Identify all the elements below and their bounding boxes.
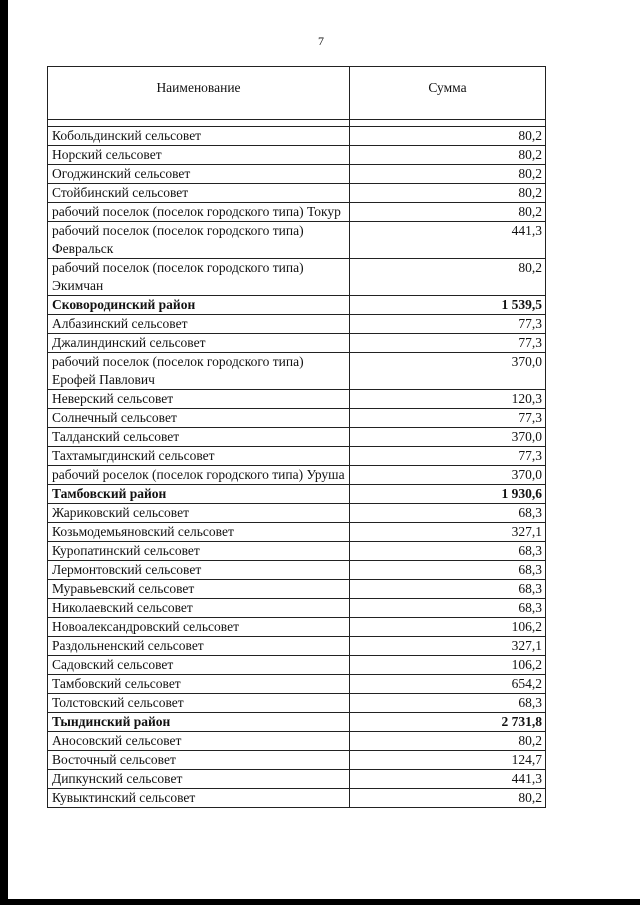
row-name: Тахтамыгдинский сельсовет bbox=[48, 447, 350, 466]
row-name: Толстовский сельсовет bbox=[48, 694, 350, 713]
row-name: Восточный сельсовет bbox=[48, 751, 350, 770]
row-sum: 77,3 bbox=[350, 315, 546, 334]
row-name: Козьмодемьяновский сельсовет bbox=[48, 523, 350, 542]
table-row bbox=[48, 259, 546, 296]
row-name: Норский сельсовет bbox=[48, 146, 350, 165]
row-sum: 370,0 bbox=[350, 466, 546, 485]
table-row bbox=[48, 599, 546, 618]
row-name: Солнечный сельсовет bbox=[48, 409, 350, 428]
table-row bbox=[48, 165, 546, 184]
row-name: Садовский сельсовет bbox=[48, 656, 350, 675]
row-sum: 327,1 bbox=[350, 637, 546, 656]
row-name: Николаевский сельсовет bbox=[48, 599, 350, 618]
row-sum: 68,3 bbox=[350, 504, 546, 523]
row-sum: 68,3 bbox=[350, 542, 546, 561]
row-name: Куропатинский сельсовет bbox=[48, 542, 350, 561]
spacer-row bbox=[48, 120, 546, 127]
row-sum: 80,2 bbox=[350, 127, 546, 146]
row-sum: 77,3 bbox=[350, 447, 546, 466]
row-sum: 80,2 bbox=[350, 259, 546, 296]
row-name: Новоалександровский сельсовет bbox=[48, 618, 350, 637]
row-name: Тамбовский сельсовет bbox=[48, 675, 350, 694]
row-sum: 68,3 bbox=[350, 580, 546, 599]
row-sum: 370,0 bbox=[350, 428, 546, 447]
row-sum: 80,2 bbox=[350, 146, 546, 165]
row-sum: 68,3 bbox=[350, 694, 546, 713]
header-sum: Сумма bbox=[350, 67, 546, 120]
row-sum: 327,1 bbox=[350, 523, 546, 542]
row-sum: 124,7 bbox=[350, 751, 546, 770]
table-row bbox=[48, 656, 546, 675]
row-sum: 80,2 bbox=[350, 184, 546, 203]
row-sum: 441,3 bbox=[350, 770, 546, 789]
table-row bbox=[48, 618, 546, 637]
row-name: рабочий поселок (поселок городского типа) Экимчан bbox=[48, 259, 350, 296]
table-row bbox=[48, 732, 546, 751]
district-name: Тындинский район bbox=[48, 713, 350, 732]
table-row bbox=[48, 466, 546, 485]
district-sum: 1 539,5 bbox=[350, 296, 546, 315]
row-sum: 441,3 bbox=[350, 222, 546, 259]
page-number: 7 bbox=[318, 34, 324, 48]
row-sum: 654,2 bbox=[350, 675, 546, 694]
table-row bbox=[48, 222, 546, 259]
table-row bbox=[48, 675, 546, 694]
district-sum: 1 930,6 bbox=[350, 485, 546, 504]
row-sum: 77,3 bbox=[350, 334, 546, 353]
district-row bbox=[48, 713, 546, 732]
row-name: Аносовский сельсовет bbox=[48, 732, 350, 751]
table-row bbox=[48, 637, 546, 656]
row-name: Лермонтовский сельсовет bbox=[48, 561, 350, 580]
district-row bbox=[48, 485, 546, 504]
row-name: Муравьевский сельсовет bbox=[48, 580, 350, 599]
row-name: рабочий поселок (поселок городского типа) Февральск bbox=[48, 222, 350, 259]
row-sum: 80,2 bbox=[350, 732, 546, 751]
table-row bbox=[48, 146, 546, 165]
row-name: Талданский сельсовет bbox=[48, 428, 350, 447]
table-row bbox=[48, 789, 546, 808]
row-sum: 80,2 bbox=[350, 789, 546, 808]
row-name: Дипкунский сельсовет bbox=[48, 770, 350, 789]
row-name: Неверский сельсовет bbox=[48, 390, 350, 409]
table-row bbox=[48, 504, 546, 523]
table-row bbox=[48, 523, 546, 542]
row-sum: 80,2 bbox=[350, 203, 546, 222]
scan-edge-bottom bbox=[0, 899, 640, 905]
row-name: Огоджинский сельсовет bbox=[48, 165, 350, 184]
table-row bbox=[48, 694, 546, 713]
row-sum: 120,3 bbox=[350, 390, 546, 409]
row-name: Кобольдинский сельсовет bbox=[48, 127, 350, 146]
table-row bbox=[48, 770, 546, 789]
row-name: рабочий поселок (поселок городского типа) Токур bbox=[48, 203, 350, 222]
district-name: Сковородинский район bbox=[48, 296, 350, 315]
table-header-row bbox=[48, 67, 546, 120]
row-sum: 77,3 bbox=[350, 409, 546, 428]
row-name: Стойбинский сельсовет bbox=[48, 184, 350, 203]
row-name: Джалиндинский сельсовет bbox=[48, 334, 350, 353]
scan-edge-left bbox=[0, 0, 8, 905]
table-row bbox=[48, 353, 546, 390]
table-row bbox=[48, 751, 546, 770]
header-name: Наименование bbox=[48, 67, 350, 120]
row-sum: 68,3 bbox=[350, 599, 546, 618]
table-row bbox=[48, 390, 546, 409]
table-row bbox=[48, 127, 546, 146]
row-name: Раздольненский сельсовет bbox=[48, 637, 350, 656]
row-name: Кувыктинский сельсовет bbox=[48, 789, 350, 808]
row-sum: 106,2 bbox=[350, 656, 546, 675]
district-row bbox=[48, 296, 546, 315]
table-row bbox=[48, 561, 546, 580]
table-row bbox=[48, 409, 546, 428]
table-row bbox=[48, 580, 546, 599]
row-sum: 68,3 bbox=[350, 561, 546, 580]
budget-table bbox=[47, 66, 546, 808]
row-sum: 370,0 bbox=[350, 353, 546, 390]
table-row bbox=[48, 428, 546, 447]
district-name: Тамбовский район bbox=[48, 485, 350, 504]
row-name: рабочий роселок (поселок городского типа) Уруша bbox=[48, 466, 350, 485]
budget-table-container bbox=[47, 66, 545, 808]
table-row bbox=[48, 203, 546, 222]
district-sum: 2 731,8 bbox=[350, 713, 546, 732]
row-sum: 106,2 bbox=[350, 618, 546, 637]
table-row bbox=[48, 334, 546, 353]
table-row bbox=[48, 447, 546, 466]
table-row bbox=[48, 542, 546, 561]
row-name: рабочий поселок (поселок городского типа) Ерофей Павлович bbox=[48, 353, 350, 390]
row-sum: 80,2 bbox=[350, 165, 546, 184]
table-row bbox=[48, 184, 546, 203]
row-name: Албазинский сельсовет bbox=[48, 315, 350, 334]
table-row bbox=[48, 315, 546, 334]
row-name: Жариковский сельсовет bbox=[48, 504, 350, 523]
